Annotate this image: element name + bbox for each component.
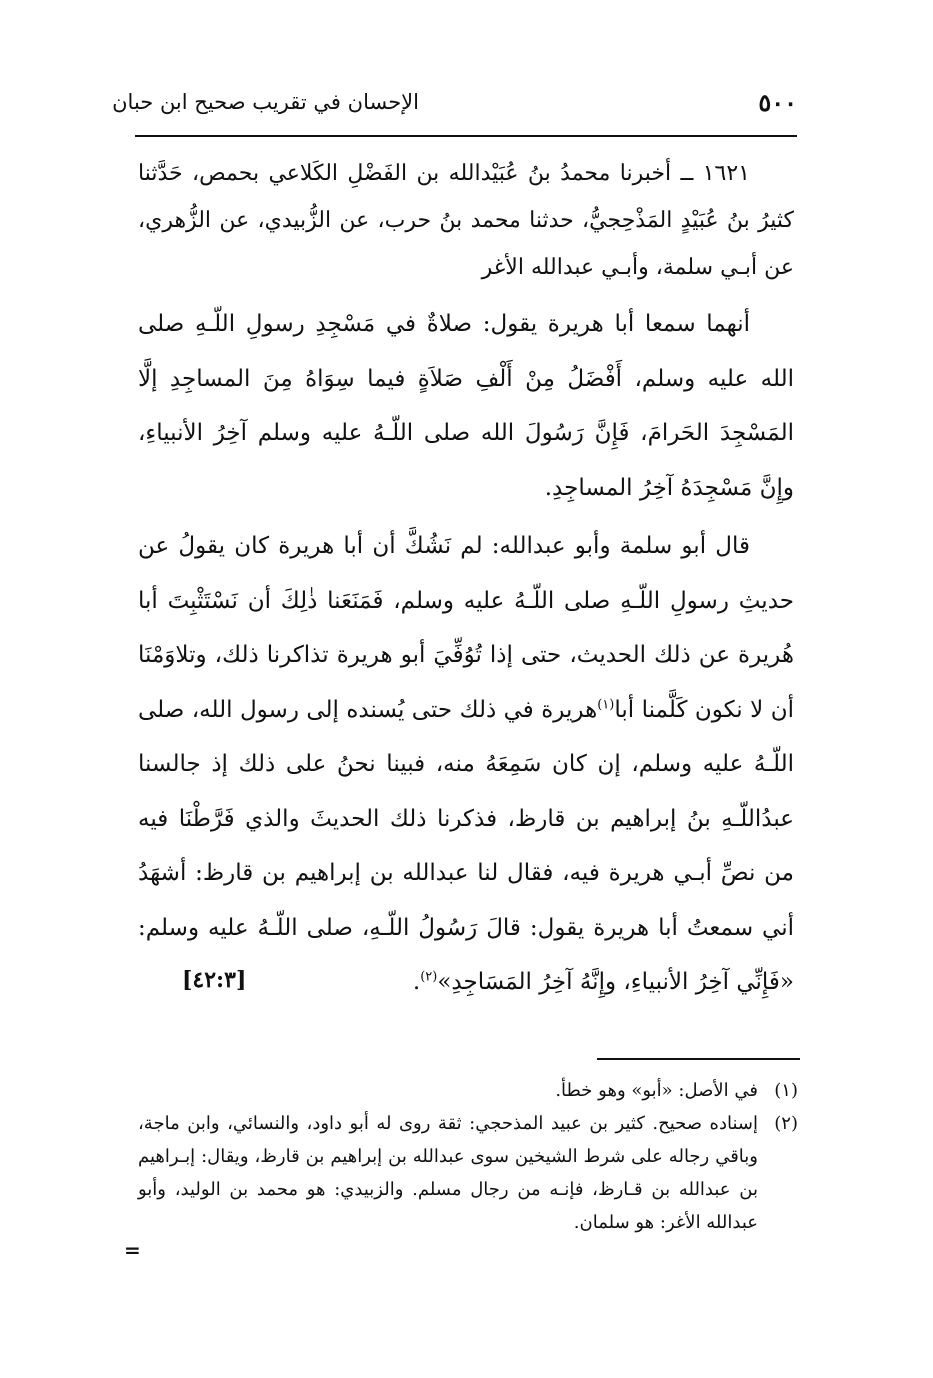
footnote-marker-1: (١) [597, 696, 615, 712]
commentary-paragraph [138, 519, 794, 1010]
footnote-text: إسناده صحيح. كثير بن عبيد المذحجي: ثقة روى له أبو داود، والنسائي، وابن ماجة، وباقي رجاله على شرط الشيخين سوى عبدالله بن إبراهيم بن قارظ، ويقال: إبـراهيم بن عبدالله بن قـارظ، فإنـه من رجال مسلم. والزبيدي: هو محمد بن الوليد، وأبو عبدالله الأغر: هو سلمان. [138, 1113, 759, 1233]
header-divider [135, 135, 797, 137]
hadith-isnad: ١٦٢١ ــ أخبرنا محمدُ بنُ عُبَيْدالله بن الفَضْلِ الكَلاعي بحمص، حَدَّثنا كثيرُ بنُ عُبَيْدٍ المَذْحِجيُّ، حدثنا محمد بنُ حرب، عن الزُّبيدي، عن الزُّهري، عن أبـي سلمة، وأبـي عبدالله الأغر [138, 161, 794, 280]
footnote-number: (٢) [774, 1113, 798, 1134]
footnote-text: في الأصل: «أبو» وهو خطأ. [555, 1080, 758, 1101]
continuation-mark: = [124, 1238, 141, 1262]
footnote-divider [597, 1058, 800, 1060]
page-header [112, 88, 797, 128]
running-title: الإحسان في تقريب صحيح ابن حبان [112, 90, 419, 114]
footnote-2 [138, 1107, 798, 1239]
footnote-number: (١) [774, 1080, 798, 1101]
cross-reference: [٤٢:٣] [182, 967, 247, 993]
footnotes-section [138, 1074, 798, 1239]
commentary-text-part2: هريرة في ذلك حتى يُسنده إلى رسول الله، صلى اللّـهُ عليه وسلم، إن كان سَمِعَهُ منه، فبينا نحنُ على ذلك إذ جالسنا عبدُاللّـهِ بنُ إبراهيم بن قارظ، فذكرنا ذلك الحديثَ والذي فَرَّطْنَا فيه من نصِّ أبـي هريرة فيه، فقال لنا عبدالله بن إبراهيم بن قارظ: أشهَدُ أني سمعتُ أبا هريرة يقول: قالَ رَسُولُ اللّـهِ، صلى اللّـهُ عليه وسلم: «فَإِنِّي آخِرُ الأنبياءِ، وإِنَّهُ آخِرُ المَسَاجِدِ» [138, 696, 794, 995]
footnote-1 [138, 1074, 798, 1107]
footnote-marker-2: (٢) [420, 969, 438, 985]
end-period: . [412, 969, 421, 995]
hadith-matn: أنهما سمعا أبا هريرة يقول: صلاةٌ في مَسْجِدِ رسولِ اللّـهِ صلى الله عليه وسلم، أَفْضَلُ مِنْ أَلْفِ صَلاَةٍ فيما سِوَاهُ مِنَ المساجِدِ إلَّا المَسْجِدَ الحَرامَ، فَإِنَّ رَسُولَ الله صلى اللّـهُ عليه وسلم آخِرُ الأنبياءِ، وإِنَّ مَسْجِدَهُ آخِرُ المساجِدِ. [138, 311, 794, 501]
page-number: ٥٠٠ [758, 88, 797, 117]
commentary-text-part1: قال أبو سلمة وأبو عبدالله: لم نَشُكَّ أن أبا هريرة كان يقولُ عن حديثِ رسولِ اللّـهِ صلى اللّـهُ عليه وسلم، فَمَنَعَنا ذٰلِكَ أن نَسْتَثْبِتَ أبا هُريرة عن ذلك الحديث، حتى إذا تُوُفِّيَ أبو هريرة تذاكرنا ذلك، وتلاوَمْنَا أن لا نكون كَلَّمنا أبا [138, 533, 794, 723]
main-text [138, 150, 794, 1010]
